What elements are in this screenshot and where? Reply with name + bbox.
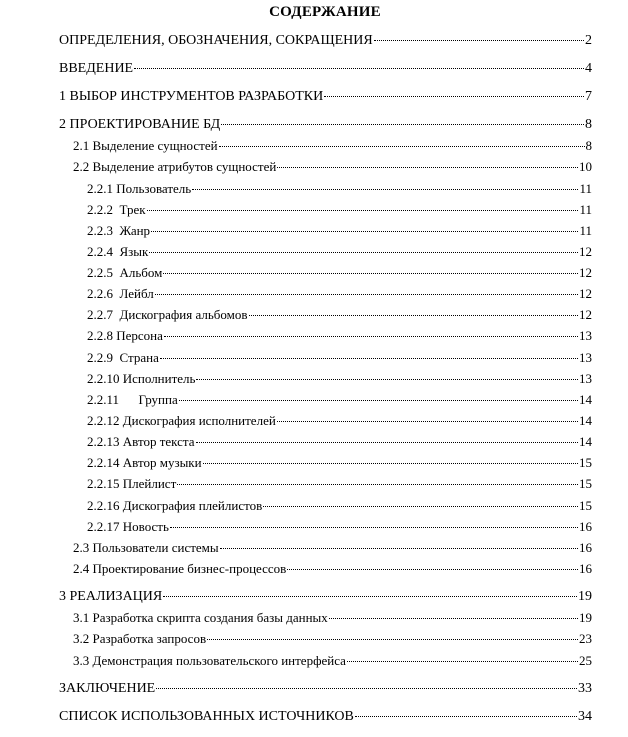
toc-entry-page-number: 13 xyxy=(579,350,592,365)
toc-entry[interactable] xyxy=(73,609,592,627)
dot-leader xyxy=(347,661,578,662)
dot-leader xyxy=(263,506,578,507)
dot-leader xyxy=(163,596,577,597)
toc-entry-label: 2.2.11 Группа xyxy=(87,392,178,407)
toc-entry-label: 2.1 Выделение сущностей xyxy=(73,138,218,153)
toc-entry-label: ЗАКЛЮЧЕНИЕ xyxy=(59,681,156,696)
toc-entry-label: 2.2.10 Исполнитель xyxy=(87,371,196,386)
toc-entry[interactable] xyxy=(87,391,592,409)
toc-entry-page-number: 13 xyxy=(579,328,592,343)
toc-entry[interactable] xyxy=(59,680,592,698)
dot-leader xyxy=(355,716,577,717)
toc-entry-label: 2.2.7 Дискография альбомов xyxy=(87,307,248,322)
toc-entry-page-number: 14 xyxy=(579,434,592,449)
toc-title: СОДЕРЖАНИЕ xyxy=(269,4,381,20)
toc-entry-page-number: 33 xyxy=(578,681,592,696)
toc-entry[interactable] xyxy=(87,222,592,240)
dot-leader xyxy=(151,231,578,232)
toc-entry[interactable] xyxy=(87,306,592,324)
toc-entry-label: 2.2.14 Автор музыки xyxy=(87,455,202,470)
dot-leader xyxy=(179,400,578,401)
toc-entry[interactable] xyxy=(59,32,592,50)
toc-entry-label: ОПРЕДЕЛЕНИЯ, ОБОЗНАЧЕНИЯ, СОКРАЩЕНИЯ xyxy=(59,33,373,48)
toc-entry-page-number: 15 xyxy=(579,476,592,491)
toc-entry[interactable] xyxy=(73,137,592,155)
toc-entry-label: 1 ВЫБОР ИНСТРУМЕНТОВ РАЗРАБОТКИ xyxy=(59,89,324,104)
toc-entry-page-number: 15 xyxy=(579,498,592,513)
dot-leader xyxy=(149,252,578,253)
toc-entry-label: 2.2.15 Плейлист xyxy=(87,476,177,491)
dot-leader xyxy=(220,548,578,549)
dot-leader xyxy=(287,569,578,570)
toc-entry[interactable] xyxy=(73,158,592,176)
dot-leader xyxy=(329,618,578,619)
toc-entry-label: 2.2.2 Трек xyxy=(87,202,146,217)
toc-entry-page-number: 10 xyxy=(579,159,592,174)
toc-entry[interactable] xyxy=(73,539,592,557)
toc-entry[interactable] xyxy=(87,264,592,282)
dot-leader xyxy=(147,210,579,211)
dot-leader xyxy=(219,146,585,147)
dot-leader xyxy=(203,463,578,464)
dot-leader xyxy=(156,688,577,689)
toc-entry[interactable] xyxy=(87,497,592,515)
dot-leader xyxy=(170,527,578,528)
toc-entry[interactable] xyxy=(59,116,592,134)
toc-entry-page-number: 16 xyxy=(579,540,592,555)
dot-leader xyxy=(277,167,578,168)
dot-leader xyxy=(374,40,584,41)
toc-entry[interactable] xyxy=(87,349,592,367)
toc-entry-page-number: 8 xyxy=(585,117,592,132)
toc-entry[interactable] xyxy=(73,652,592,670)
toc-entry[interactable] xyxy=(59,60,592,78)
toc-entry[interactable] xyxy=(87,412,592,430)
toc-entry-label: 2.2.17 Новость xyxy=(87,519,169,534)
toc-entry-label: 2.2.3 Жанр xyxy=(87,223,151,238)
toc-entry-page-number: 12 xyxy=(579,286,592,301)
dot-leader xyxy=(155,294,578,295)
toc-entry-label: 2.4 Проектирование бизнес-процессов xyxy=(73,561,287,576)
toc-entry-label: 2.3 Пользователи системы xyxy=(73,540,219,555)
toc-entry-label: 3 РЕАЛИЗАЦИЯ xyxy=(59,589,163,604)
toc-entry[interactable] xyxy=(59,88,592,106)
toc-entry-page-number: 23 xyxy=(579,631,592,646)
dot-leader xyxy=(249,315,579,316)
toc-entry-label: 2.2.12 Дискография исполнителей xyxy=(87,413,276,428)
dot-leader xyxy=(163,273,578,274)
dot-leader xyxy=(324,96,584,97)
toc-entry-label: 2 ПРОЕКТИРОВАНИЕ БД xyxy=(59,117,221,132)
toc-entry-label: 3.2 Разработка запросов xyxy=(73,631,207,646)
toc-entry-page-number: 11 xyxy=(579,202,592,217)
toc-entry-page-number: 15 xyxy=(579,455,592,470)
toc-entry-label: 2.2.4 Язык xyxy=(87,244,149,259)
toc-entry[interactable] xyxy=(73,560,592,578)
toc-entry-page-number: 12 xyxy=(579,265,592,280)
toc-entry-label: 2.2.6 Лейбл xyxy=(87,286,154,301)
toc-entry[interactable] xyxy=(87,433,592,451)
toc-entry[interactable] xyxy=(87,201,592,219)
toc-entry-label: 2.2.1 Пользователь xyxy=(87,181,192,196)
toc-entry[interactable] xyxy=(87,243,592,261)
dot-leader xyxy=(160,358,578,359)
toc-entry-page-number: 12 xyxy=(579,307,592,322)
toc-entry[interactable] xyxy=(59,708,592,726)
toc-entry-label: 3.3 Демонстрация пользовательского интерфейса xyxy=(73,653,346,668)
toc-entry-page-number: 13 xyxy=(579,371,592,386)
toc-entry-page-number: 14 xyxy=(579,392,592,407)
dot-leader xyxy=(277,421,578,422)
toc-entry-page-number: 11 xyxy=(579,223,592,238)
toc-entry-page-number: 14 xyxy=(579,413,592,428)
toc-entry-label: 2.2.5 Альбом xyxy=(87,265,163,280)
toc-entry-page-number: 34 xyxy=(578,709,592,724)
dot-leader xyxy=(192,189,578,190)
toc-entry-label: ВВЕДЕНИЕ xyxy=(59,61,134,76)
toc-entry-label: 2.2.16 Дискография плейлистов xyxy=(87,498,263,513)
dot-leader xyxy=(164,336,578,337)
toc-entry-page-number: 16 xyxy=(579,561,592,576)
dot-leader xyxy=(134,68,584,69)
dot-leader xyxy=(196,442,578,443)
toc-entry-page-number: 11 xyxy=(579,181,592,196)
toc-entry[interactable] xyxy=(59,588,592,606)
toc-entry[interactable] xyxy=(87,475,592,493)
toc-entry[interactable] xyxy=(87,285,592,303)
toc-entry-page-number: 7 xyxy=(585,89,592,104)
toc-entry[interactable] xyxy=(87,180,592,198)
dot-leader xyxy=(221,124,584,125)
toc-entry-label: 2.2.13 Автор текста xyxy=(87,434,195,449)
toc-entry[interactable] xyxy=(87,454,592,472)
toc-entry-page-number: 12 xyxy=(579,244,592,259)
dot-leader xyxy=(196,379,578,380)
toc-entry-page-number: 19 xyxy=(578,589,592,604)
dot-leader xyxy=(207,639,578,640)
toc-entry[interactable] xyxy=(87,518,592,536)
toc-entry-label: СПИСОК ИСПОЛЬЗОВАННЫХ ИСТОЧНИКОВ xyxy=(59,709,354,724)
toc-entry[interactable] xyxy=(87,370,592,388)
toc-entry-page-number: 8 xyxy=(585,138,592,153)
dot-leader xyxy=(177,484,578,485)
toc-entry-label: 2.2.8 Персона xyxy=(87,328,163,343)
toc-entry-label: 2.2.9 Страна xyxy=(87,350,159,365)
toc-entry-label: 3.1 Разработка скрипта создания базы данных xyxy=(73,610,328,625)
toc-entry-page-number: 19 xyxy=(579,610,592,625)
toc-entry[interactable] xyxy=(73,630,592,648)
toc-entry-page-number: 16 xyxy=(579,519,592,534)
toc-entry-page-number: 25 xyxy=(579,653,592,668)
toc-entry[interactable] xyxy=(87,327,592,345)
toc-entry-label: 2.2 Выделение атрибутов сущностей xyxy=(73,159,277,174)
toc-entry-page-number: 4 xyxy=(585,61,592,76)
toc-entry-page-number: 2 xyxy=(585,33,592,48)
